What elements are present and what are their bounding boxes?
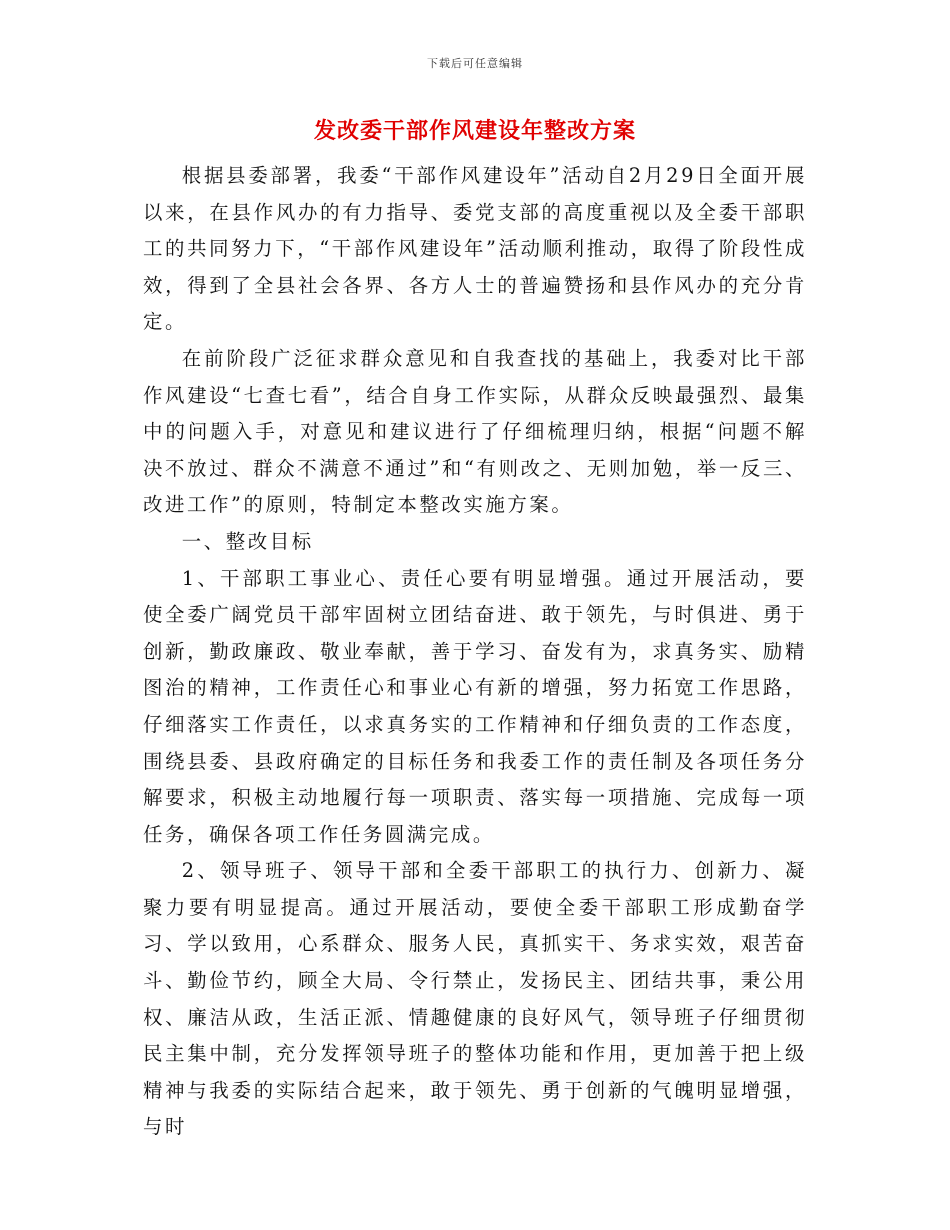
section-heading: 一、整改目标: [181, 529, 314, 553]
paragraph-goal-1: 1、干部职工事业心、责任心要有明显增强。通过开展活动，要使全委广阔党员干部牢固树立团结奋进、敢于领先，与时俱进、勇于创新，勤政廉政、敬业奉献，善于学习、奋发有为，求真务实、励精图治的精神，工作责任心和事业心有新的增强，努力拓宽工作思路，仔细落实工作责任，以求真务实的工作精神和仔细负责的工作态度，围绕县委、县政府确定的目标任务和我委工作的责任制及各项任务分解要求，积极主动地履行每一项职责、落实每一项措施、完成每一项任务，确保各项工作任务圆满完成。: [143, 566, 807, 846]
document-title: 发改委干部作风建设年整改方案: [313, 118, 636, 144]
header-note: 下载后可任意编辑: [427, 57, 523, 70]
paragraph-basis: 在前阶段广泛征求群众意见和自我查找的基础上，我委对比干部作风建设“七查七看”，结合自身工作实际，从群众反映最强烈、最集中的问题入手，对意见和建议进行了仔细梳理归纳，根据“问题不解决不放过、群众不满意不通过”和“有则改之、无则加勉，举一反三、改进工作”的原则，特制定本整改实施方案。: [143, 346, 807, 517]
paragraph-goal-2: 2、领导班子、领导干部和全委干部职工的执行力、创新力、凝聚力要有明显提高。通过开展活动，要使全委干部职工形成勤奋学习、学以致用，心系群众、服务人民，真抓实干、务求实效，艰苦奋斗、勤俭节约，顾全大局、令行禁止，发扬民主、团结共事，秉公用权、廉洁从政，生活正派、情趣健康的良好风气，领导班子仔细贯彻民主集中制，充分发挥领导班子的整体功能和作用，更加善于把上级精神与我委的实际结合起来，敢于领先、勇于创新的气魄明显增强，与时: [143, 859, 807, 1139]
paragraph-intro: 根据县委部署，我委“干部作风建设年”活动自2月29日全面开展以来，在县作风办的有力指导、委党支部的高度重视以及全委干部职工的共同努力下，“干部作风建设年”活动顺利推动，取得了阶段性成效，得到了全县社会各界、各方人士的普遍赞扬和县作风办的充分肯定。: [143, 164, 807, 334]
document-body: [143, 158, 807, 1146]
